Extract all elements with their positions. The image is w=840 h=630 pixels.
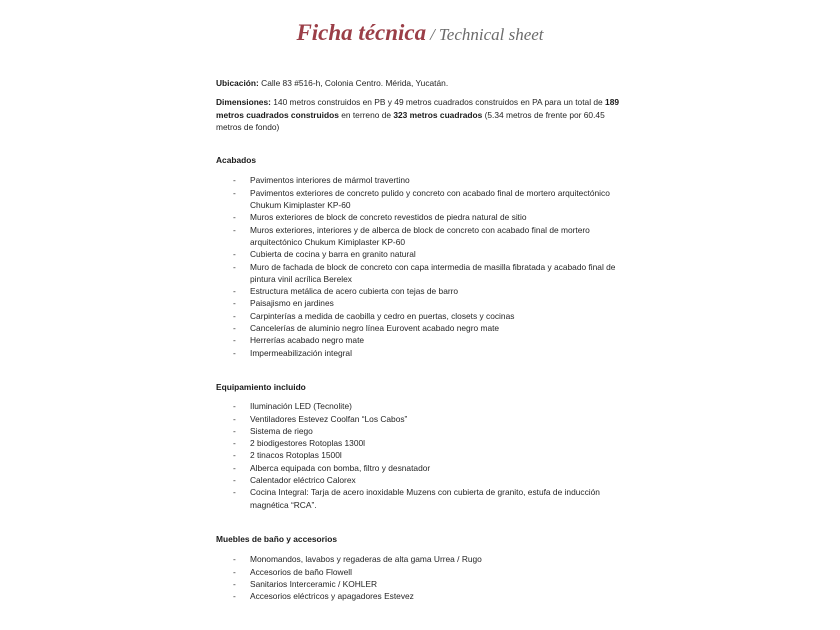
list-item-text: Accesorios de baño Flowell	[250, 566, 352, 577]
list-item	[216, 334, 632, 346]
dimensions-label: Dimensiones:	[216, 97, 271, 108]
list-item-text: Cancelerías de aluminio negro línea Eurovent acabado negro mate	[250, 323, 500, 334]
list-marker: -	[233, 187, 236, 198]
list-item-text: Accesorios eléctricos y apagadores Estevez	[250, 591, 414, 602]
list-marker: -	[233, 212, 236, 223]
bathroom-section	[216, 533, 632, 602]
finishes-section	[216, 154, 632, 359]
equipment-heading: Equipamiento incluido	[216, 381, 306, 392]
list-marker: -	[233, 578, 236, 589]
list-item-text: Calentador eléctrico Calorex	[250, 475, 356, 486]
list-item-text: Alberca equipada con bomba, filtro y desnatador	[250, 462, 431, 473]
list-item	[216, 437, 632, 449]
dimensions-text: (5.34 metros de frente por 60.45 metros de fondo)	[216, 109, 605, 132]
list-marker: -	[233, 335, 236, 346]
list-item-text: Herrerías acabado negro mate	[250, 335, 365, 346]
equipment-section	[216, 381, 632, 511]
list-marker: -	[233, 401, 236, 412]
list-item-text: Iluminación LED (Tecnolite)	[250, 401, 352, 412]
list-item-text: Cocina Integral: Tarja de acero inoxidable Muzens con cubierta de granito, estufa de inducción magnética “RCA”.	[250, 487, 600, 510]
list-item-text: Cubierta de cocina y barra en granito natural	[250, 249, 416, 260]
list-marker: -	[233, 249, 236, 260]
list-marker: -	[233, 425, 236, 436]
list-item	[216, 285, 632, 297]
title-english: Technical sheet	[438, 25, 544, 44]
list-item-text: Muros exteriores, interiores y de alberca de block de concreto con acabado final de mortero arquitectónico Chukum Kimiplaster KP-60	[250, 224, 590, 247]
list-item	[216, 578, 632, 590]
list-item	[216, 474, 632, 486]
list-item	[216, 400, 632, 412]
list-item-text: Estructura metálica de acero cubierta con tejas de barro	[250, 286, 459, 297]
list-item-text: Sistema de riego	[250, 425, 313, 436]
list-item	[216, 590, 632, 602]
document-body	[216, 77, 632, 602]
list-item	[216, 310, 632, 322]
list-marker: -	[233, 298, 236, 309]
list-marker: -	[233, 438, 236, 449]
dimensions-text: en terreno de	[341, 109, 392, 120]
list-item-text: Pavimentos interiores de mármol travertino	[250, 175, 410, 186]
location-text: Calle 83 #516-h, Colonia Centro. Mérida, Yucatán.	[261, 78, 449, 88]
list-item-text: Pavimentos exteriores de concreto pulido y concreto con acabado final de mortero arquitectónico Chukum Kimiplaster KP-60	[250, 187, 610, 211]
page-title	[0, 20, 840, 46]
dimensions-paragraph	[216, 96, 632, 133]
list-marker: -	[233, 347, 236, 358]
list-item	[216, 347, 632, 359]
dimensions-built-total: 189 metros cuadrados construidos	[216, 97, 620, 120]
list-marker: -	[233, 310, 236, 321]
list-item-text: Ventiladores Estevez Coolfan “Los Cabos”	[250, 413, 408, 424]
list-item-text: 2 biodigestores Rotoplas 1300l	[250, 438, 366, 449]
list-marker: -	[233, 475, 236, 486]
list-item-text: 2 tinacos Rotoplas 1500l	[250, 450, 342, 461]
list-item	[216, 413, 632, 425]
list-item	[216, 322, 632, 334]
list-item	[216, 211, 632, 223]
list-item	[216, 566, 632, 578]
finishes-heading: Acabados	[216, 155, 257, 166]
list-marker: -	[233, 462, 236, 473]
list-marker: -	[233, 413, 236, 424]
list-item-text: Carpinterías a medida de caobilla y cedro en puertas, closets y cocinas	[250, 310, 515, 321]
list-item	[216, 248, 632, 260]
list-item-text: Muros exteriores de block de concreto revestidos de piedra natural de sitio	[250, 212, 527, 223]
list-item	[216, 224, 632, 249]
list-item	[216, 174, 632, 186]
list-marker: -	[233, 554, 236, 565]
list-marker: -	[233, 591, 236, 602]
bathroom-heading: Muebles de baño y accesorios	[216, 533, 338, 544]
list-marker: -	[233, 175, 236, 186]
title-spanish: Ficha técnica	[296, 20, 427, 45]
list-item	[216, 187, 632, 212]
list-item	[216, 553, 632, 565]
list-marker: -	[233, 286, 236, 297]
location-paragraph	[216, 77, 632, 89]
list-item-text: Monomandos, lavabos y regaderas de alta gama Urrea / Rugo	[250, 554, 482, 565]
list-marker: -	[233, 566, 236, 577]
equipment-list	[216, 400, 632, 511]
dimensions-lot-total: 323 metros cuadrados	[393, 109, 483, 120]
list-marker: -	[233, 323, 236, 334]
location-label: Ubicación:	[216, 78, 259, 88]
dimensions-text: 140 metros construidos en PB y 49 metros cuadrados construidos en PA para un total de	[273, 97, 603, 108]
finishes-list	[216, 174, 632, 358]
list-item	[216, 261, 632, 286]
list-item-text: Muro de fachada de block de concreto con capa intermedia de masilla fibratada y acabado final de pintura vinil acrílica Berelex	[250, 261, 616, 284]
list-marker: -	[233, 224, 236, 235]
list-item	[216, 425, 632, 437]
list-marker: -	[233, 450, 236, 461]
list-item	[216, 449, 632, 461]
list-item-text: Impermeabilización integral	[250, 347, 352, 358]
list-item-text: Paisajismo en jardines	[250, 298, 334, 309]
list-item	[216, 486, 632, 511]
bathroom-list	[216, 553, 632, 602]
list-item	[216, 297, 632, 309]
list-item-text: Sanitarios Interceramic / KOHLER	[250, 578, 378, 589]
list-marker: -	[233, 487, 236, 498]
list-item	[216, 462, 632, 474]
title-separator: /	[430, 25, 435, 44]
list-marker: -	[233, 261, 236, 272]
